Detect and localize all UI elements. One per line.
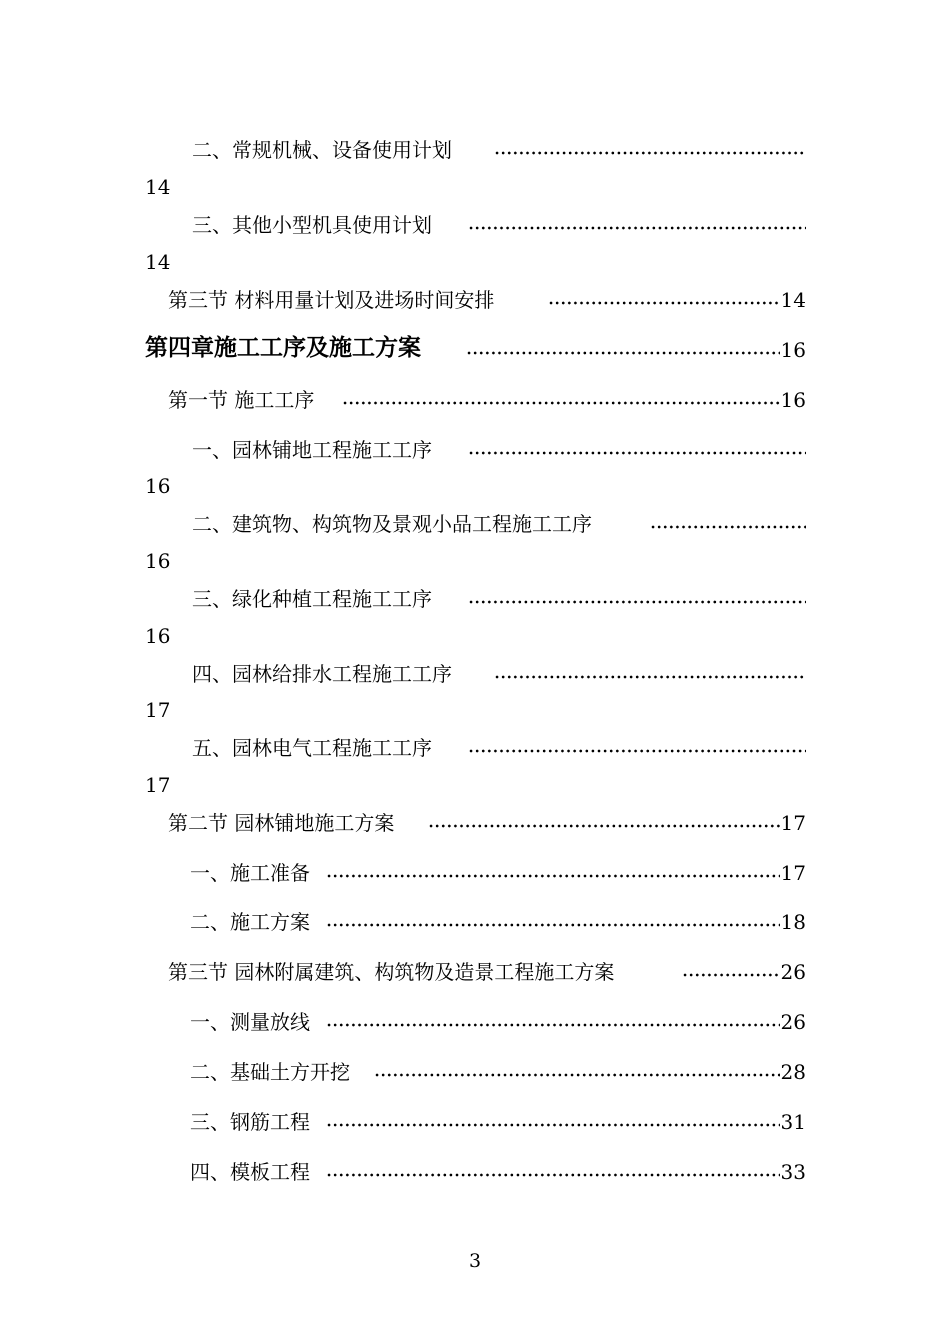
toc-entry-text: 四、模板工程 xyxy=(190,1160,310,1184)
toc-entry-text: 四、园林给排水工程施工工序 xyxy=(192,662,452,686)
toc-entry-text: 二、建筑物、构筑物及景观小品工程施工工序 xyxy=(192,512,592,536)
toc-entry-text: 二、常规机械、设备使用计划 xyxy=(192,138,452,162)
toc-entry-text: 一、园林铺地工程施工工序 xyxy=(192,438,432,462)
toc-entry-page: 31 xyxy=(780,1110,806,1134)
toc-entry-page: 17 xyxy=(780,861,806,885)
dot-leader xyxy=(468,226,806,230)
toc-entry-page: 17 xyxy=(145,698,171,722)
toc-entry-page: 14 xyxy=(780,288,806,312)
dot-leader xyxy=(326,1023,780,1027)
dot-leader xyxy=(468,451,806,455)
toc-entry-text: 二、基础土方开挖 xyxy=(190,1060,350,1084)
dot-leader xyxy=(326,923,780,927)
dot-leader xyxy=(548,301,780,305)
toc-entry-text: 三、其他小型机具使用计划 xyxy=(192,213,432,237)
toc-entry-text: 第四章施工工序及施工方案 xyxy=(145,334,421,361)
dot-leader xyxy=(494,151,806,155)
dot-leader xyxy=(428,824,780,828)
toc-entry-text: 二、施工方案 xyxy=(190,910,310,934)
dot-leader xyxy=(468,600,806,604)
dot-leader xyxy=(326,874,780,878)
dot-leader xyxy=(466,351,780,355)
toc-entry-page: 16 xyxy=(145,549,171,573)
toc-entry-page: 16 xyxy=(145,474,171,498)
dot-leader xyxy=(468,749,806,753)
dot-leader xyxy=(650,525,806,529)
page-number: 3 xyxy=(468,1250,482,1272)
dot-leader xyxy=(374,1073,780,1077)
toc-entry-page: 33 xyxy=(780,1160,806,1184)
toc-entry-page: 16 xyxy=(145,624,171,648)
toc-entry-text: 第三节 园林附属建筑、构筑物及造景工程施工方案 xyxy=(168,960,615,984)
toc-entry-text: 一、施工准备 xyxy=(190,861,310,885)
toc-entry-page: 26 xyxy=(780,1010,806,1034)
toc-entry-text: 五、园林电气工程施工工序 xyxy=(192,736,432,760)
toc-entry-text: 一、测量放线 xyxy=(190,1010,310,1034)
toc-entry-page: 28 xyxy=(780,1060,806,1084)
toc-entry-page: 17 xyxy=(780,811,806,835)
toc-entry-page: 16 xyxy=(780,388,806,412)
toc-entry-page: 18 xyxy=(780,910,806,934)
toc-entry-page: 14 xyxy=(145,250,171,274)
toc-entry-text: 第二节 园林铺地施工方案 xyxy=(168,811,395,835)
toc-entry-page: 16 xyxy=(780,338,806,362)
dot-leader xyxy=(682,973,780,977)
dot-leader xyxy=(494,675,806,679)
toc-entry-text: 三、钢筋工程 xyxy=(190,1110,310,1134)
toc-entry-page: 26 xyxy=(780,960,806,984)
toc-entry-text: 第三节 材料用量计划及进场时间安排 xyxy=(168,288,495,312)
dot-leader xyxy=(326,1173,780,1177)
dot-leader xyxy=(342,401,780,405)
toc-entry-text: 三、绿化种植工程施工工序 xyxy=(192,587,432,611)
dot-leader xyxy=(326,1123,780,1127)
toc-entry-page: 17 xyxy=(145,773,171,797)
toc-entry-text: 第一节 施工工序 xyxy=(168,388,315,412)
toc-entry-page: 14 xyxy=(145,175,171,199)
